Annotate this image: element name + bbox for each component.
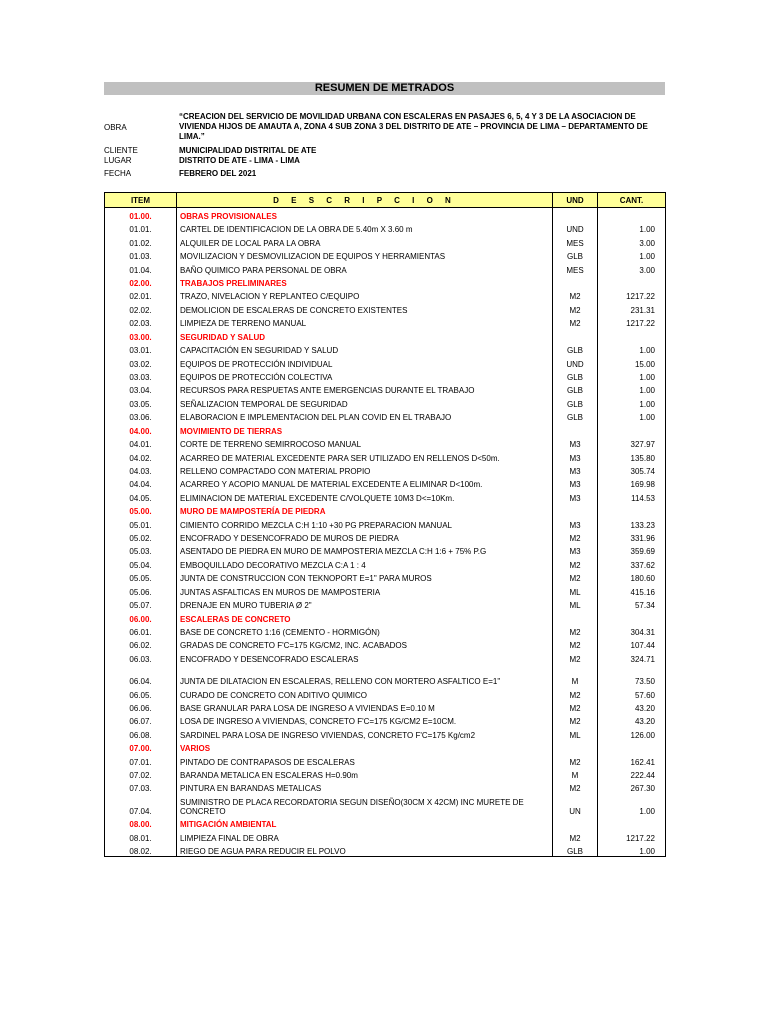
quantity-cell: 43.20 [634, 717, 655, 727]
description-cell: CURADO DE CONCRETO CON ADITIVO QUIMICO [177, 686, 553, 699]
quantity-cell: 73.50 [634, 677, 655, 687]
table-row [105, 476, 666, 489]
table-row [105, 597, 666, 610]
section-row [105, 816, 666, 829]
table-row [105, 556, 666, 569]
item-cell: 07.00. [105, 740, 177, 753]
quantity-cell: 1.00 [639, 225, 655, 235]
table-row [105, 793, 666, 815]
item-cell: 06.04. [105, 664, 177, 686]
quantity-cell: 3.00 [639, 265, 655, 275]
unit-cell: GLB [553, 395, 598, 408]
item-cell: 02.02. [105, 301, 177, 314]
table-row [105, 686, 666, 699]
description-cell: RELLENO COMPACTADO CON MATERIAL PROPIO [177, 463, 553, 476]
description-cell: MOVILIZACION Y DESMOVILIZACION DE EQUIPOS Y HERRAMIENTAS [177, 248, 553, 261]
quantity-cell [598, 816, 666, 829]
unit-cell: M2 [553, 530, 598, 543]
obra-block [104, 112, 664, 144]
unit-cell: UND [553, 221, 598, 234]
description-cell: ACARREO Y ACOPIO MANUAL DE MATERIAL EXCEDENTE A ELIMINAR D<100m. [177, 476, 553, 489]
table-row [105, 489, 666, 502]
table-row [105, 409, 666, 422]
item-cell: 03.00. [105, 328, 177, 341]
table-row [105, 449, 666, 462]
quantity-cell [598, 503, 666, 516]
unit-cell: GLB [553, 382, 598, 395]
unit-cell [553, 422, 598, 435]
table-row [105, 583, 666, 596]
item-cell: 07.01. [105, 753, 177, 766]
col-header-cant: CANT. [598, 193, 666, 208]
description-cell: TRAZO, NIVELACION Y REPLANTEO C/EQUIPO [177, 288, 553, 301]
table-row [105, 829, 666, 842]
col-header-item: ITEM [105, 193, 177, 208]
description-cell: ASENTADO DE PIEDRA EN MURO DE MAMPOSTERIA MEZCLA C:H 1:6 + 75% P.G [177, 543, 553, 556]
lugar-value: DISTRITO DE ATE - LIMA - LIMA [179, 156, 300, 165]
item-cell: 06.06. [105, 700, 177, 713]
quantity-cell: 415.16 [630, 587, 655, 597]
quantity-cell: 57.60 [634, 690, 655, 700]
quantity-cell: 3.00 [639, 238, 655, 248]
table-row [105, 221, 666, 234]
description-cell: DRENAJE EN MURO TUBERIA Ø 2" [177, 597, 553, 610]
description-cell: MURO DE MAMPOSTERÍA DE PIEDRA [177, 503, 553, 516]
unit-cell [553, 503, 598, 516]
description-cell: BASE DE CONCRETO 1:16 (CEMENTO - HORMIGÓN) [177, 624, 553, 637]
unit-cell: M2 [553, 713, 598, 726]
quantity-cell: 1.00 [639, 399, 655, 409]
col-header-descripcion: D E S C R I P C I O N [177, 193, 553, 208]
item-cell: 08.00. [105, 816, 177, 829]
item-cell: 03.01. [105, 342, 177, 355]
item-cell: 06.00. [105, 610, 177, 623]
description-cell: ENCOFRADO Y DESENCOFRADO DE MUROS DE PIEDRA [177, 530, 553, 543]
section-row [105, 275, 666, 288]
quantity-cell: 337.62 [630, 560, 655, 570]
unit-cell: MES [553, 261, 598, 274]
description-cell: DEMOLICION DE ESCALERAS DE CONCRETO EXISTENTES [177, 301, 553, 314]
description-cell: ACARREO DE MATERIAL EXCEDENTE PARA SER UTILIZADO EN RELLENOS D<50m. [177, 449, 553, 462]
cliente-value: MUNICIPALIDAD DISTRITAL DE ATE [179, 146, 317, 155]
item-cell: 04.05. [105, 489, 177, 502]
item-cell: 03.02. [105, 355, 177, 368]
item-cell: 06.05. [105, 686, 177, 699]
quantity-cell: 107.44 [630, 641, 655, 651]
quantity-cell: 1.00 [639, 252, 655, 262]
description-cell: CIMIENTO CORRIDO MEZCLA C:H 1:10 +30 PG PREPARACION MANUAL [177, 516, 553, 529]
item-cell: 05.05. [105, 570, 177, 583]
quantity-cell: 1.00 [639, 346, 655, 356]
quantity-cell: 114.53 [631, 493, 655, 503]
table-body [105, 208, 666, 857]
unit-cell: GLB [553, 248, 598, 261]
description-cell: ELABORACION E IMPLEMENTACION DEL PLAN COVID EN EL TRABAJO [177, 409, 553, 422]
table-row [105, 713, 666, 726]
item-cell: 02.03. [105, 315, 177, 328]
item-cell: 03.03. [105, 369, 177, 382]
quantity-cell: 180.60 [630, 574, 655, 584]
quantity-cell: 1.00 [639, 372, 655, 382]
item-cell: 05.01. [105, 516, 177, 529]
item-cell: 01.01. [105, 221, 177, 234]
unit-cell: M2 [553, 829, 598, 842]
item-cell: 02.00. [105, 275, 177, 288]
item-cell: 03.04. [105, 382, 177, 395]
table-row [105, 664, 666, 686]
item-cell: 04.03. [105, 463, 177, 476]
quantity-cell: 1217.22 [626, 292, 655, 302]
item-cell: 01.04. [105, 261, 177, 274]
fecha-block [104, 169, 664, 179]
item-cell: 03.05. [105, 395, 177, 408]
item-cell: 06.03. [105, 650, 177, 663]
unit-cell: M3 [553, 476, 598, 489]
unit-cell: M3 [553, 516, 598, 529]
quantity-cell: 231.31 [630, 305, 655, 315]
description-cell: ALQUILER DE LOCAL PARA LA OBRA [177, 234, 553, 247]
unit-cell: M2 [553, 700, 598, 713]
quantity-cell: 43.20 [634, 703, 655, 713]
section-row [105, 328, 666, 341]
table-row [105, 530, 666, 543]
table-row [105, 315, 666, 328]
item-cell: 06.07. [105, 713, 177, 726]
item-cell: 05.07. [105, 597, 177, 610]
item-cell: 04.04. [105, 476, 177, 489]
table-row [105, 843, 666, 857]
item-cell: 07.03. [105, 780, 177, 793]
item-cell: 07.04. [105, 793, 177, 815]
quantity-cell [598, 740, 666, 753]
unit-cell: GLB [553, 843, 598, 857]
item-cell: 06.01. [105, 624, 177, 637]
unit-cell: M2 [553, 570, 598, 583]
quantity-cell: 1.00 [639, 806, 655, 816]
col-header-und: UND [553, 193, 598, 208]
item-cell: 05.00. [105, 503, 177, 516]
quantity-cell: 133.23 [630, 520, 655, 530]
quantity-cell: 1.00 [639, 847, 655, 856]
section-row [105, 740, 666, 753]
section-row [105, 610, 666, 623]
unit-cell [553, 610, 598, 623]
unit-cell: GLB [553, 409, 598, 422]
quantity-cell: 327.97 [630, 440, 655, 450]
quantity-cell [598, 610, 666, 623]
item-cell: 05.04. [105, 556, 177, 569]
unit-cell: M2 [553, 637, 598, 650]
item-cell: 05.06. [105, 583, 177, 596]
description-cell: ESCALERAS DE CONCRETO [177, 610, 553, 623]
item-cell: 05.02. [105, 530, 177, 543]
description-cell: SARDINEL PARA LOSA DE INGRESO VIVIENDAS, CONCRETO F'C=175 Kg/cm2 [177, 726, 553, 739]
description-cell: BAÑO QUIMICO PARA PERSONAL DE OBRA [177, 261, 553, 274]
table-row [105, 767, 666, 780]
description-cell: PINTURA EN BARANDAS METALICAS [177, 780, 553, 793]
item-cell: 07.02. [105, 767, 177, 780]
quantity-cell: 305.74 [630, 466, 655, 476]
item-cell: 08.01. [105, 829, 177, 842]
unit-cell: M3 [553, 449, 598, 462]
unit-cell: M2 [553, 686, 598, 699]
description-cell: RECURSOS PARA RESPUETAS ANTE EMERGENCIAS DURANTE EL TRABAJO [177, 382, 553, 395]
table-row [105, 436, 666, 449]
description-cell: ELIMINACION DE MATERIAL EXCEDENTE C/VOLQUETE 10M3 D<=10Km. [177, 489, 553, 502]
unit-cell: ML [553, 597, 598, 610]
item-cell: 02.01. [105, 288, 177, 301]
table-row [105, 355, 666, 368]
item-cell: 05.03. [105, 543, 177, 556]
unit-cell: M3 [553, 489, 598, 502]
unit-cell: M2 [553, 556, 598, 569]
table-row [105, 234, 666, 247]
table-row [105, 726, 666, 739]
fecha-label: FECHA [104, 169, 132, 178]
description-cell: CARTEL DE IDENTIFICACION DE LA OBRA DE 5.40m X 3.60 m [177, 221, 553, 234]
item-cell: 01.02. [105, 234, 177, 247]
table-header-row [105, 193, 666, 208]
unit-cell: UND [553, 355, 598, 368]
quantity-cell: 331.96 [630, 534, 655, 544]
item-cell: 04.00. [105, 422, 177, 435]
description-cell: EQUIPOS DE PROTECCIÓN INDIVIDUAL [177, 355, 553, 368]
description-cell: CAPACITACIÓN EN SEGURIDAD Y SALUD [177, 342, 553, 355]
description-cell: SUMINISTRO DE PLACA RECORDATORIA SEGUN DISEÑO(30CM X 42CM) INC MURETE DE CONCRETO [177, 793, 553, 815]
page-title: RESUMEN DE METRADOS [104, 82, 665, 95]
unit-cell: M2 [553, 301, 598, 314]
item-cell: 04.02. [105, 449, 177, 462]
table-row [105, 395, 666, 408]
description-cell: JUNTA DE DILATACION EN ESCALERAS, RELLENO CON MORTERO ASFALTICO E=1" [177, 664, 553, 686]
description-cell: LIMPIEZA FINAL DE OBRA [177, 829, 553, 842]
description-cell: ENCOFRADO Y DESENCOFRADO ESCALERAS [177, 650, 553, 663]
description-cell: LOSA DE INGRESO A VIVIENDAS, CONCRETO F'C=175 KG/CM2 E=10CM. [177, 713, 553, 726]
table-row [105, 463, 666, 476]
unit-cell: ML [553, 726, 598, 739]
quantity-cell: 15.00 [634, 359, 655, 369]
fecha-value: FEBRERO DEL 2021 [179, 169, 257, 178]
description-cell: CORTE DE TERRENO SEMIRROCOSO MANUAL [177, 436, 553, 449]
unit-cell [553, 208, 598, 221]
unit-cell: M2 [553, 650, 598, 663]
unit-cell: M2 [553, 753, 598, 766]
table-row [105, 382, 666, 395]
unit-cell: M2 [553, 288, 598, 301]
unit-cell: M3 [553, 543, 598, 556]
quantity-cell: 126.00 [630, 730, 655, 740]
item-cell: 01.00. [105, 208, 177, 221]
unit-cell: M2 [553, 624, 598, 637]
description-cell: MOVIMIENTO DE TIERRAS [177, 422, 553, 435]
unit-cell: GLB [553, 342, 598, 355]
item-cell: 01.03. [105, 248, 177, 261]
quantity-cell [598, 328, 666, 341]
quantity-cell: 267.30 [630, 784, 655, 794]
description-cell: SEÑALIZACION TEMPORAL DE SEGURIDAD [177, 395, 553, 408]
quantity-cell: 169.98 [630, 480, 655, 490]
cliente-block [104, 146, 664, 156]
table-row [105, 624, 666, 637]
lugar-block [104, 156, 664, 166]
unit-cell [553, 328, 598, 341]
description-cell: TRABAJOS PRELIMINARES [177, 275, 553, 288]
quantity-cell: 1.00 [639, 386, 655, 396]
description-cell: EQUIPOS DE PROTECCIÓN COLECTIVA [177, 369, 553, 382]
item-cell: 06.08. [105, 726, 177, 739]
table-row [105, 753, 666, 766]
table-row [105, 288, 666, 301]
table-row [105, 369, 666, 382]
quantity-cell: 57.34 [634, 601, 655, 611]
table-row [105, 261, 666, 274]
item-cell: 08.02. [105, 843, 177, 857]
unit-cell [553, 740, 598, 753]
quantity-cell: 304.31 [630, 628, 655, 637]
item-cell: 06.02. [105, 637, 177, 650]
unit-cell: M [553, 767, 598, 780]
description-cell: BARANDA METALICA EN ESCALERAS H=0.90m [177, 767, 553, 780]
lugar-label: LUGAR [104, 156, 132, 165]
section-row [105, 422, 666, 435]
cliente-label: CLIENTE [104, 146, 138, 155]
table-row [105, 516, 666, 529]
description-cell: PINTADO DE CONTRAPASOS DE ESCALERAS [177, 753, 553, 766]
unit-cell [553, 275, 598, 288]
unit-cell: M [553, 664, 598, 686]
description-cell: JUNTA DE CONSTRUCCION CON TEKNOPORT E=1" PARA MUROS [177, 570, 553, 583]
description-cell: LIMPIEZA DE TERRENO MANUAL [177, 315, 553, 328]
quantity-cell: 135.80 [630, 453, 655, 463]
quantity-cell: 359.69 [630, 547, 655, 557]
unit-cell: M2 [553, 780, 598, 793]
description-cell: OBRAS PROVISIONALES [177, 208, 553, 221]
description-cell: RIEGO DE AGUA PARA REDUCIR EL POLVO [177, 843, 553, 857]
description-cell: VARIOS [177, 740, 553, 753]
quantity-cell: 1.00 [639, 413, 655, 423]
table-row [105, 650, 666, 663]
unit-cell: M3 [553, 463, 598, 476]
table-row [105, 248, 666, 261]
quantity-cell [598, 208, 666, 221]
table-row [105, 780, 666, 793]
description-cell: GRADAS DE CONCRETO F'C=175 KG/CM2, INC. ACABADOS [177, 637, 553, 650]
description-cell: EMBOQUILLADO DECORATIVO MEZCLA C:A 1 : 4 [177, 556, 553, 569]
quantity-cell: 1217.22 [626, 319, 655, 329]
quantity-cell: 222.44 [630, 771, 655, 781]
table-row [105, 570, 666, 583]
obra-label: OBRA [104, 123, 127, 132]
unit-cell: M2 [553, 315, 598, 328]
table-row [105, 301, 666, 314]
table-row [105, 543, 666, 556]
description-cell: JUNTAS ASFALTICAS EN MUROS DE MAMPOSTERIA [177, 583, 553, 596]
unit-cell: ML [553, 583, 598, 596]
unit-cell: GLB [553, 369, 598, 382]
obra-value: “CREACION DEL SERVICIO DE MOVILIDAD URBANA CON ESCALERAS EN PASAJES 6, 5, 4 Y 3 DE LA ASOCIACION DE VIVIENDA HIJOS DE AMAUTA A, ZONA 4 SUB ZONA 3 DEL DISTRITO DE ATE – PROVINCIA DE LIMA – DEPARTAMENTO DE LIMA.” [179, 112, 648, 141]
section-row [105, 208, 666, 221]
item-cell: 03.06. [105, 409, 177, 422]
section-row [105, 503, 666, 516]
unit-cell [553, 816, 598, 829]
unit-cell: M3 [553, 436, 598, 449]
quantity-cell [598, 422, 666, 435]
metrados-table [104, 192, 666, 857]
table-row [105, 700, 666, 713]
unit-cell: UN [553, 793, 598, 815]
description-cell: SEGURIDAD Y SALUD [177, 328, 553, 341]
unit-cell: MES [553, 234, 598, 247]
table-row [105, 637, 666, 650]
quantity-cell: 1217.22 [626, 833, 655, 843]
description-cell: MITIGACIÓN AMBIENTAL [177, 816, 553, 829]
item-cell: 04.01. [105, 436, 177, 449]
quantity-cell: 324.71 [630, 654, 655, 664]
table-row [105, 342, 666, 355]
quantity-cell [598, 275, 666, 288]
quantity-cell: 162.41 [630, 757, 655, 767]
description-cell: BASE GRANULAR PARA LOSA DE INGRESO A VIVIENDAS E=0.10 M [177, 700, 553, 713]
